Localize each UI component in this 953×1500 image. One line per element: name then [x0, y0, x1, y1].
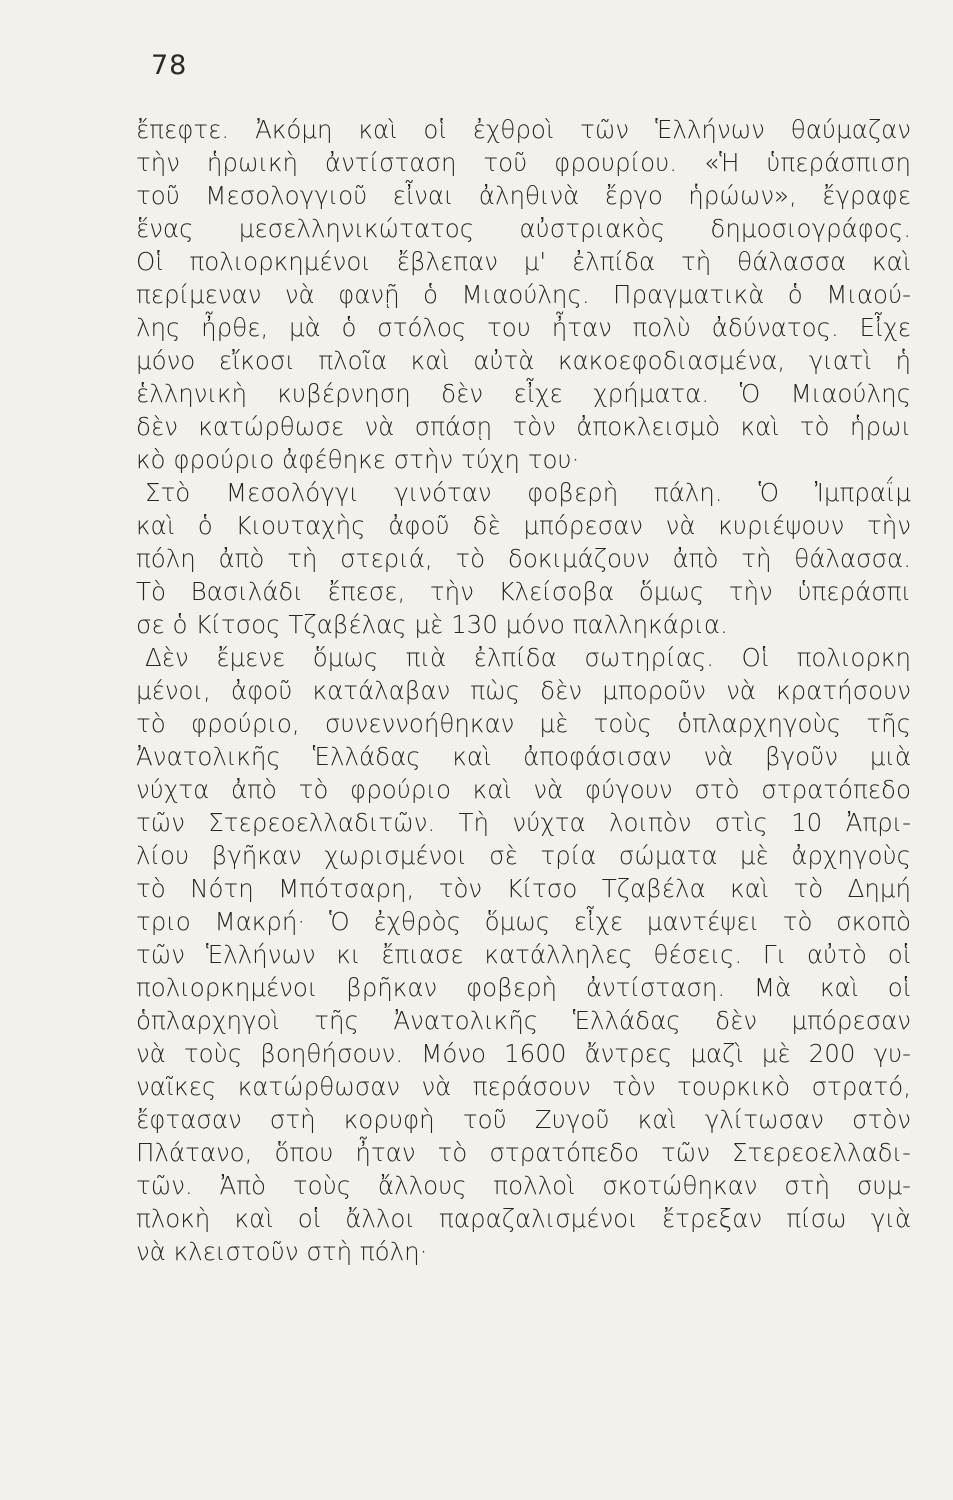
text-line: τῶν. Ἀπὸ τοὺς ἄλλους πολλοὶ σκοτώθηκαν στὴ συμ-: [136, 1171, 911, 1200]
text-line: Οἱ πολιορκημένοι ἔβλεπαν μ' ἐλπίδα τὴ θάλασσα καὶ: [136, 247, 911, 276]
text-line: κὸ φρούριο ἀφέθηκε στὴν τύχη του·: [136, 445, 580, 474]
text-line: καὶ ὁ Κιουταχὴς ἀφοῦ δὲ μπόρεσαν νὰ κυριέψουν τὴν: [136, 511, 911, 540]
text-line: τριο Μακρή· Ὁ ἐχθρὸς ὅμως εἶχε μαντέψει τὸ σκοπὸ: [136, 907, 911, 936]
text-line: πλοκὴ καὶ οἱ ἄλλοι παραζαλισμένοι ἔτρεξαν πίσω γιὰ: [136, 1204, 911, 1233]
text-line: σε ὁ Κίτσος Τζαβέλας μὲ 130 μόνο παλληκάρια.: [136, 610, 728, 639]
text-line: Ἀνατολικῆς Ἑλλάδας καὶ ἀποφάσισαν νὰ βγοῦν μιὰ: [136, 742, 911, 771]
text-line: δὲν κατώρθωσε νὰ σπάσῃ τὸν ἀποκλεισμὸ καὶ τὸ ἡρωι: [136, 412, 911, 441]
text-line: τοῦ Μεσολογγιοῦ εἶναι ἀληθινὰ ἔργο ἡρώων», ἔγραφε: [136, 181, 911, 210]
text-line: Πλάτανο, ὅπου ἦταν τὸ στρατόπεδο τῶν Στερεοελλαδι-: [136, 1138, 911, 1167]
text-line: μόνο εἴκοσι πλοῖα καὶ αὐτὰ κακοεφοδιασμένα, γιατὶ ἡ: [136, 346, 911, 375]
text-line: ἑλληνικὴ κυβέρνηση δὲν εἶχε χρήματα. Ὁ Μιαούλης: [136, 379, 911, 408]
text-line: Στὸ Μεσολόγγι γινόταν φοβερὴ πάλη. Ὁ Ἰμπραΐμ: [145, 478, 911, 507]
text-line: λης ἦρθε, μὰ ὁ στόλος του ἦταν πολὺ ἀδύνατος. Εἶχε: [136, 313, 911, 342]
text-line: νὰ τοὺς βοηθήσουν. Μόνο 1600 ἄντρες μαζὶ μὲ 200 γυ-: [136, 1039, 911, 1068]
text-line: πολιορκημένοι βρῆκαν φοβερὴ ἀντίσταση. Μὰ καὶ οἱ: [136, 973, 911, 1002]
text-line: πόλη ἀπὸ τὴ στεριά, τὸ δοκιμάζουν ἀπὸ τὴ θάλασσα.: [136, 544, 911, 573]
text-line: Δὲν ἔμενε ὅμως πιὰ ἐλπίδα σωτηρίας. Οἱ πολιορκη: [145, 643, 911, 672]
text-line: ἕνας μεσελληνικώτατος αὐστριακὸς δημοσιογράφος.: [136, 214, 911, 243]
body-text: [136, 113, 911, 1268]
text-line: τῶν Στερεοελλαδιτῶν. Τὴ νύχτα λοιπὸν στὶς 10 Ἀπρι-: [136, 808, 911, 837]
text-line: νύχτα ἀπὸ τὸ φρούριο καὶ νὰ φύγουν στὸ στρατόπεδο: [136, 775, 911, 804]
text-line: Τὸ Βασιλάδι ἔπεσε, τὴν Κλείσοβα ὅμως τὴν ὑπεράσπι: [136, 577, 911, 606]
text-line: τὴν ἡρωικὴ ἀντίσταση τοῦ φρουρίου. «Ἡ ὑπεράσπιση: [136, 148, 911, 177]
text-line: περίμεναν νὰ φανῇ ὁ Μιαούλης. Πραγματικὰ ὁ Μιαού-: [136, 280, 911, 309]
text-line: ἔφτασαν στὴ κορυφὴ τοῦ Ζυγοῦ καὶ γλίτωσαν στὸν: [136, 1105, 911, 1134]
text-line: τὸ Νότη Μπότσαρη, τὸν Κίτσο Τζαβέλα καὶ τὸ Δημή: [136, 874, 911, 903]
text-line: λίου βγῆκαν χωρισμένοι σὲ τρία σώματα μὲ ἀρχηγοὺς: [136, 841, 911, 870]
text-line: νὰ κλειστοῦν στὴ πόλη·: [136, 1237, 428, 1266]
text-line: τὸ φρούριο, συνεννοήθηκαν μὲ τοὺς ὁπλαρχηγοὺς τῆς: [136, 709, 911, 738]
text-line: ὁπλαρχηγοὶ τῆς Ἀνατολικῆς Ἑλλάδας δὲν μπόρεσαν: [136, 1006, 911, 1035]
text-line: ἔπεφτε. Ἀκόμη καὶ οἱ ἐχθροὶ τῶν Ἑλλήνων θαύμαζαν: [136, 115, 911, 144]
text-line: μένοι, ἀφοῦ κατάλαβαν πὼς δὲν μποροῦν νὰ κρατήσουν: [136, 676, 911, 705]
text-line: τῶν Ἑλλήνων κι ἔπιασε κατάλληλες θέσεις. Γι αὐτὸ οἱ: [136, 940, 911, 969]
page-number: 78: [151, 50, 188, 81]
text-line: ναῖκες κατώρθωσαν νὰ περάσουν τὸν τουρκικὸ στρατό,: [136, 1072, 911, 1101]
